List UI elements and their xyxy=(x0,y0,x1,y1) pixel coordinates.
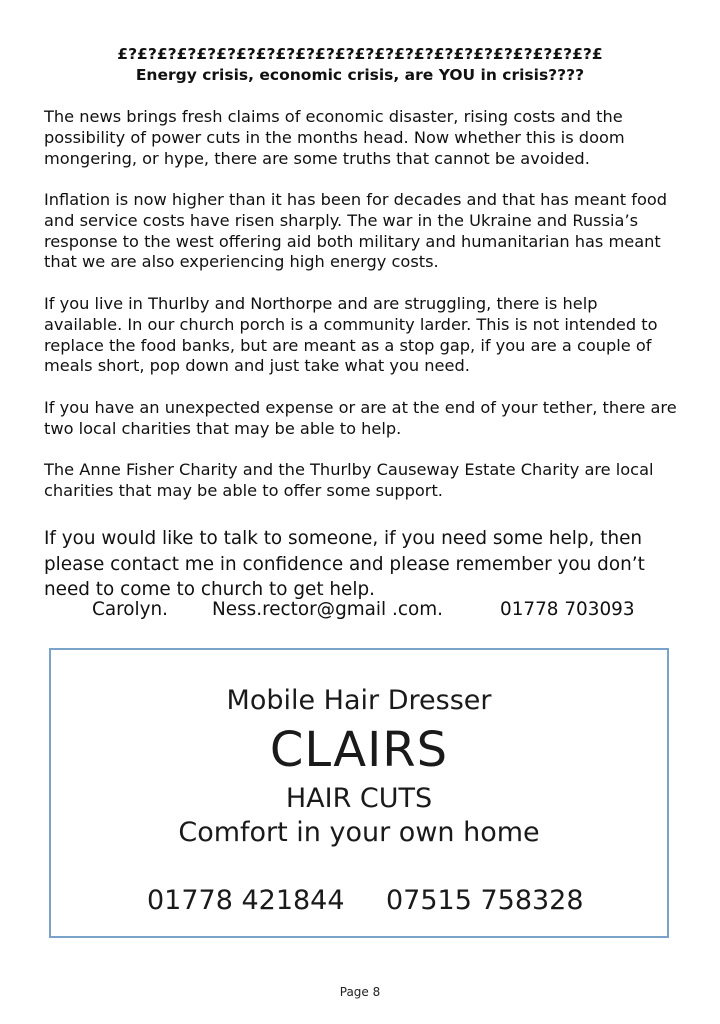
advert-title: CLAIRS xyxy=(269,722,449,778)
paragraph-charities: The Anne Fisher Charity and the Thurlby Causeway Estate Charity are local charities that may be able to offer some support. xyxy=(44,460,654,500)
page-number: Page 8 xyxy=(339,985,381,999)
contact-paragraph: If you would like to talk to someone, if you need some help, then please contact me in confidence and please remember you don’t need to come to church to get help. xyxy=(44,528,645,600)
advert-phone-landline: 01778 421844 xyxy=(147,885,345,916)
contact-name: Carolyn. xyxy=(92,599,169,620)
contact-email[interactable]: Ness.rector@gmail .com. xyxy=(212,599,443,620)
advert-subtitle: Mobile Hair Dresser xyxy=(226,685,492,716)
advert-phone-mobile: 07515 758328 xyxy=(386,885,584,916)
paragraph-unexpected-expense: If you have an unexpected expense or are at the end of your tether, there are two local charities that may be able to help. xyxy=(44,398,677,438)
hairdresser-advert xyxy=(49,648,669,938)
advert-service: HAIR CUTS xyxy=(285,783,433,814)
paragraph-inflation: Inflation is now higher than it has been for decades and that has meant food and service costs have risen sharply. The war in the Ukraine and Russia’s response to the west offering aid both military and humanitarian has meant that we are also experiencing high energy costs. xyxy=(44,190,668,272)
paragraph-community-larder: If you live in Thurlby and Northorpe and are struggling, there is help available. In our church porch is a community larder. This is not intended to replace the food banks, but are meant as a stop gap, if you are a couple of meals short, pop down and just take what you need. xyxy=(44,294,658,376)
paragraph-news: The news brings fresh claims of economic disaster, rising costs and the possibility of power cuts in the months head. Now whether this is doom mongering, or hype, there are some truths that cannot be avoided. xyxy=(44,107,625,168)
contact-phone: 01778 703093 xyxy=(500,599,635,620)
article-header xyxy=(0,44,720,86)
advert-tagline: Comfort in your own home xyxy=(178,817,540,848)
header-decoration: £?£?£?£?£?£?£?£?£?£?£?£?£?£?£?£?£?£?£?£?£?£?£?£?£ xyxy=(117,45,603,63)
article-title: Energy crisis, economic crisis, are YOU in crisis???? xyxy=(135,66,585,84)
